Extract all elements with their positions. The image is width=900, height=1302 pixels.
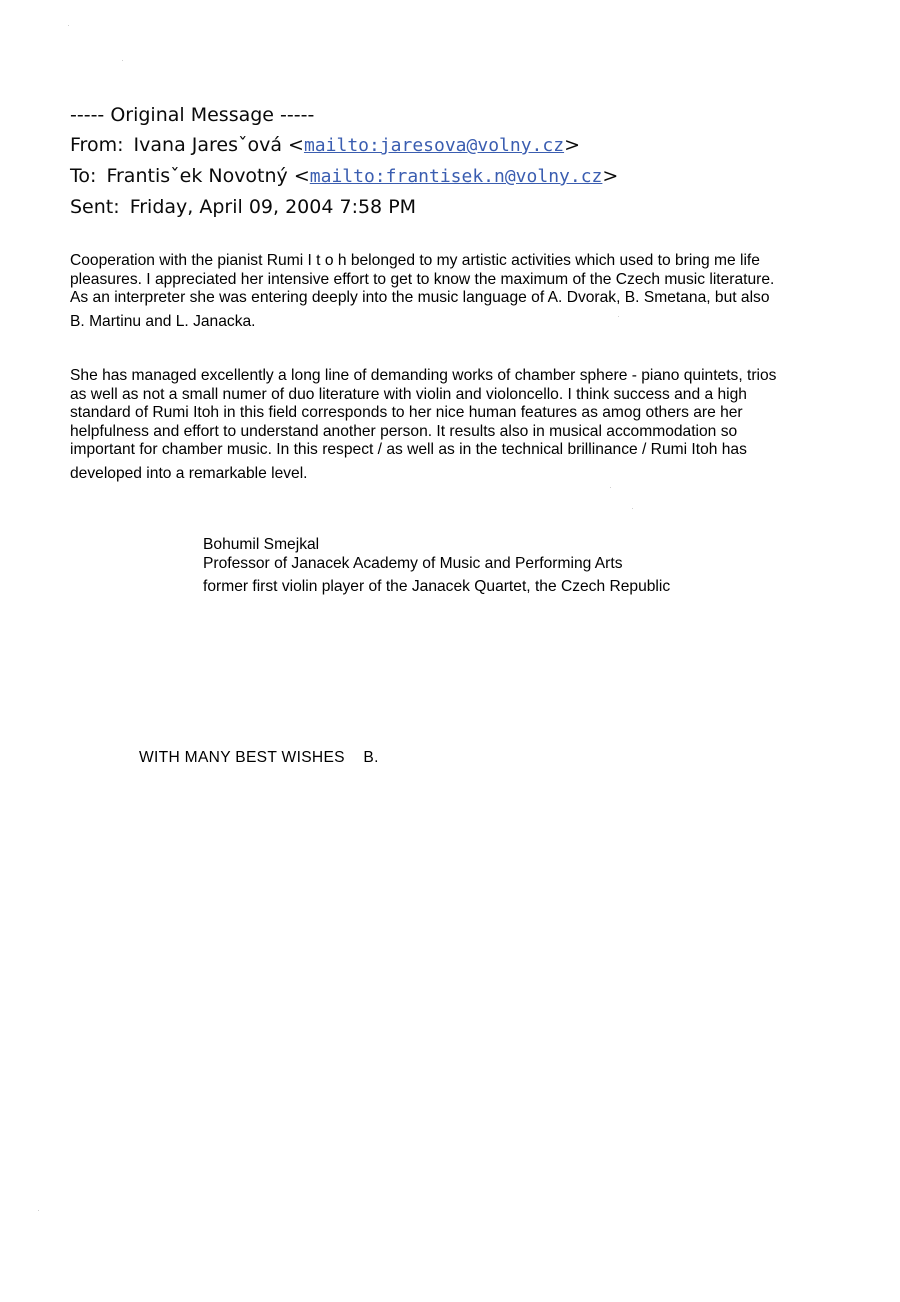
sent-value: Friday, April 09, 2004 7:58 PM (129, 196, 417, 218)
signature-block (203, 535, 670, 596)
email-header (70, 100, 618, 222)
to-email-link[interactable]: mailto:frantisek.n@volny.cz (309, 166, 603, 187)
from-line (70, 130, 618, 161)
signature-role: former first violin player of the Janacek Quartet, the Czech Republic (203, 578, 671, 595)
scan-speck (68, 25, 69, 26)
paragraph-2-line: standard of Rumi Itoh in this field corresponds to her nice human features as amog others are her (70, 404, 743, 421)
from-label: From: (70, 134, 124, 156)
from-email-link[interactable]: mailto:jaresova@volny.cz (303, 135, 565, 156)
to-line (70, 161, 618, 192)
paragraph-1 (70, 252, 840, 331)
signature-title: Professor of Janacek Academy of Music and Performing Arts (203, 555, 623, 572)
signature-name: Bohumil Smejkal (203, 536, 320, 553)
paragraph-2-line: developed into a remarkable level. (70, 464, 308, 482)
original-message-line: ----- Original Message ----- (70, 104, 315, 126)
paragraph-1-line: Cooperation with the pianist Rumi I t o h belonged to my artistic activities which used to bring me life (70, 252, 760, 269)
paragraph-1-line: B. Martinu and L. Janacka. (70, 312, 256, 330)
to-name: Frantisˇek Novotný (106, 165, 288, 187)
paragraph-1-line: pleasures. I appreciated her intensive effort to get to know the maximum of the Czech music literature. (70, 270, 775, 288)
from-bracket-open: < (288, 134, 304, 156)
paragraph-2-line: She has managed excellently a long line of demanding works of chamber sphere - piano quintets, trios (70, 367, 777, 384)
scan-speck (38, 1210, 39, 1211)
paragraph-2-line: important for chamber music. In this respect / as well as in the technical brillinance / Rumi Itoh has (70, 441, 747, 458)
to-bracket-open: < (293, 165, 310, 187)
scan-speck (610, 487, 611, 488)
to-label: To: (70, 165, 97, 187)
paragraph-2-line: as well as not a small numer of duo literature with violin and violoncello. I think success and a high (70, 385, 747, 403)
paragraph-2-line: helpfulness and effort to understand another person. It results also in musical accommodation so (70, 422, 738, 440)
paragraph-2 (70, 367, 840, 483)
scan-speck (122, 60, 123, 61)
scan-speck (618, 316, 619, 317)
from-bracket-close: > (564, 134, 580, 156)
scan-speck (632, 508, 633, 509)
paragraph-1-line: As an interpreter she was entering deeply into the music language of A. Dvorak, B. Smetana, but also (70, 289, 770, 306)
to-bracket-close: > (602, 165, 619, 187)
sent-line (70, 192, 618, 222)
closing-wishes: WITH MANY BEST WISHES B. (139, 749, 379, 766)
from-name: Ivana Jaresˇová (133, 134, 282, 156)
sent-label: Sent: (70, 196, 120, 218)
